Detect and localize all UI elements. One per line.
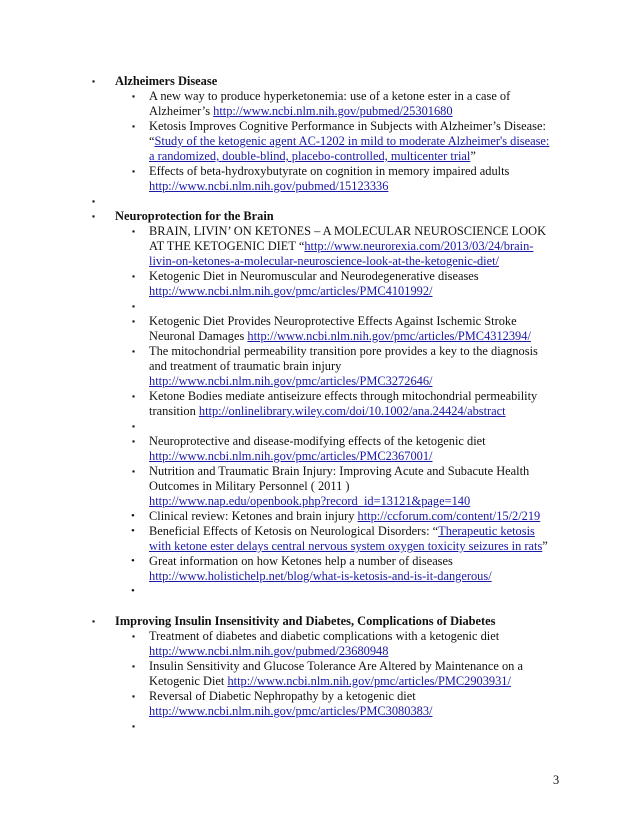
list-item-text: and treatment of traumatic brain injury [149,359,342,373]
section-heading-neuroprotection: Neuroprotection for the Brain [115,209,274,223]
list-item-line [149,239,533,254]
list-item-text: Alzheimer’s [149,104,214,118]
reference-link[interactable]: http://www.nap.edu/openbook.php?record_id=13121&page=140 [149,494,471,508]
square-bullet-icon: ▪ [132,316,136,326]
reference-link[interactable]: a randomized, double-blind, placebo-controlled, multicenter trial [149,149,471,163]
section-heading-alzheimers: Alzheimers Disease [115,74,218,88]
list-item-line [149,374,432,389]
list-item-line [149,704,432,719]
square-bullet-icon: ▪ [132,721,136,731]
list-item-line [149,179,388,194]
reference-link[interactable]: http://www.ncbi.nlm.nih.gov/pubmed/15123336 [149,179,389,193]
list-item-text: Reversal of Diabetic Nephropathy by a ketogenic diet [149,689,416,703]
square-bullet-icon: ▪ [92,616,96,626]
reference-link[interactable]: Therapeutic ketosis [438,524,535,538]
round-bullet-icon: • [131,525,135,537]
square-bullet-icon: ▪ [132,391,136,401]
list-item-line [149,104,453,119]
square-bullet-icon: ▪ [132,121,136,131]
square-bullet-icon: ▪ [132,166,136,176]
square-bullet-icon: ▪ [132,691,136,701]
list-item-text: A new way to produce hyperketonemia: use of a ketone ester in a case of [149,89,511,103]
square-bullet-icon: ▪ [92,196,96,206]
reference-link[interactable]: http://www.ncbi.nlm.nih.gov/pmc/articles/PMC2367001/ [149,449,433,463]
list-item-text: Great information on how Ketones help a number of diseases [149,554,453,568]
list-item-line [149,539,548,554]
reference-link[interactable]: http://www.ncbi.nlm.nih.gov/pmc/articles/PMC3272646/ [149,374,433,388]
reference-link[interactable]: http://onlinelibrary.wiley.com/doi/10.1002/ana.24424/abstract [198,404,506,418]
reference-link[interactable]: http://www.ncbi.nlm.nih.gov/pubmed/23680948 [149,644,389,658]
list-item-text: Insulin Sensitivity and Glucose Tolerance Are Altered by Maintenance on a [149,659,523,673]
list-item-text: BRAIN, LIVIN’ ON KETONES – A MOLECULAR NEUROSCIENCE LOOK [149,224,547,238]
list-item-text: Effects of beta-hydroxybutyrate on cognition in memory impaired adults [149,164,510,178]
reference-link[interactable]: http://www.holistichelp.net/blog/what-is-ketosis-and-is-it-dangerous/ [149,569,492,583]
list-item-text: Beneficial Effects of Ketosis on Neurological Disorders: “ [149,524,439,538]
reference-link[interactable]: http://www.ncbi.nlm.nih.gov/pubmed/25301680 [213,104,453,118]
list-item-line [149,644,388,659]
list-item-text: Nutrition and Traumatic Brain Injury: Improving Acute and Subacute Health [149,464,530,478]
list-item-line [149,134,549,149]
list-item-line [149,149,476,164]
list-item-text: Outcomes in Military Personnel ( 2011 ) [149,479,350,493]
list-item-line [149,284,432,299]
list-item-line [149,509,540,524]
reference-link[interactable]: livin-on-ketones-a-molecular-neuroscience-look-at-the-ketogenic-diet/ [149,254,499,268]
square-bullet-icon: ▪ [92,76,96,86]
list-item-text: Ketogenic Diet [149,674,228,688]
page-number: 3 [553,773,560,787]
reference-link[interactable]: Study of the ketogenic agent AC-1202 in mild to moderate Alzheimer's disease: [154,134,550,148]
round-bullet-icon: • [131,510,135,522]
list-item-line [149,329,531,344]
list-item-text: Neuroprotective and disease-modifying effects of the ketogenic diet [149,434,486,448]
list-item-text: Ketogenic Diet Provides Neuroprotective Effects Against Ischemic Stroke [149,314,517,328]
reference-link[interactable]: with ketone ester delays central nervous system oxygen toxicity seizures in rats [149,539,543,553]
square-bullet-icon: ▪ [132,91,136,101]
list-item-line [149,494,470,509]
list-item-line [149,449,432,464]
reference-link[interactable]: http://www.ncbi.nlm.nih.gov/pmc/articles/PMC3080383/ [149,704,433,718]
reference-link[interactable]: http://ccforum.com/content/15/2/219 [357,509,541,523]
reference-link[interactable]: http://www.ncbi.nlm.nih.gov/pmc/articles/PMC2903931/ [227,674,511,688]
list-item-text: Ketosis Improves Cognitive Performance in Subjects with Alzheimer’s Disease: [149,119,546,133]
round-bullet-icon: • [131,555,135,567]
square-bullet-icon: ▪ [132,436,136,446]
list-item-text: AT THE KETOGENIC DIET “ [149,239,305,253]
list-item-text: Clinical review: Ketones and brain injury [149,509,358,523]
round-bullet-icon: • [131,585,135,597]
list-item-text: Treatment of diabetes and diabetic complications with a ketogenic diet [149,629,500,643]
list-item-line [149,674,511,689]
list-item-text: transition [149,404,199,418]
list-item-text: Ketogenic Diet in Neuromuscular and Neurodegenerative diseases [149,269,479,283]
reference-link[interactable]: http://www.ncbi.nlm.nih.gov/pmc/articles/PMC4312394/ [247,329,531,343]
reference-link[interactable]: http://www.ncbi.nlm.nih.gov/pmc/articles/PMC4101992/ [149,284,433,298]
square-bullet-icon: ▪ [132,421,136,431]
square-bullet-icon: ▪ [132,226,136,236]
square-bullet-icon: ▪ [132,631,136,641]
list-item-text: Neuronal Damages [149,329,248,343]
quote-mark: ” [470,149,476,163]
square-bullet-icon: ▪ [132,271,136,281]
list-item-line [149,404,506,419]
list-item-text: Ketone Bodies mediate antiseizure effects through mitochondrial permeability [149,389,538,403]
square-bullet-icon: ▪ [92,211,96,221]
list-item-text: The mitochondrial permeability transition pore provides a key to the diagnosis [149,344,538,358]
square-bullet-icon: ▪ [132,661,136,671]
list-item-line [149,524,535,539]
list-item-line [149,254,499,269]
square-bullet-icon: ▪ [132,346,136,356]
quote-mark: ” [542,539,548,553]
quote-mark: “ [149,134,155,148]
reference-link[interactable]: http://www.neurorexia.com/2013/03/24/brain- [304,239,534,253]
list-item-line [149,569,492,584]
square-bullet-icon: ▪ [132,301,136,311]
square-bullet-icon: ▪ [132,466,136,476]
section-heading-insulin: Improving Insulin Insensitivity and Diabetes, Complications of Diabetes [115,614,496,628]
